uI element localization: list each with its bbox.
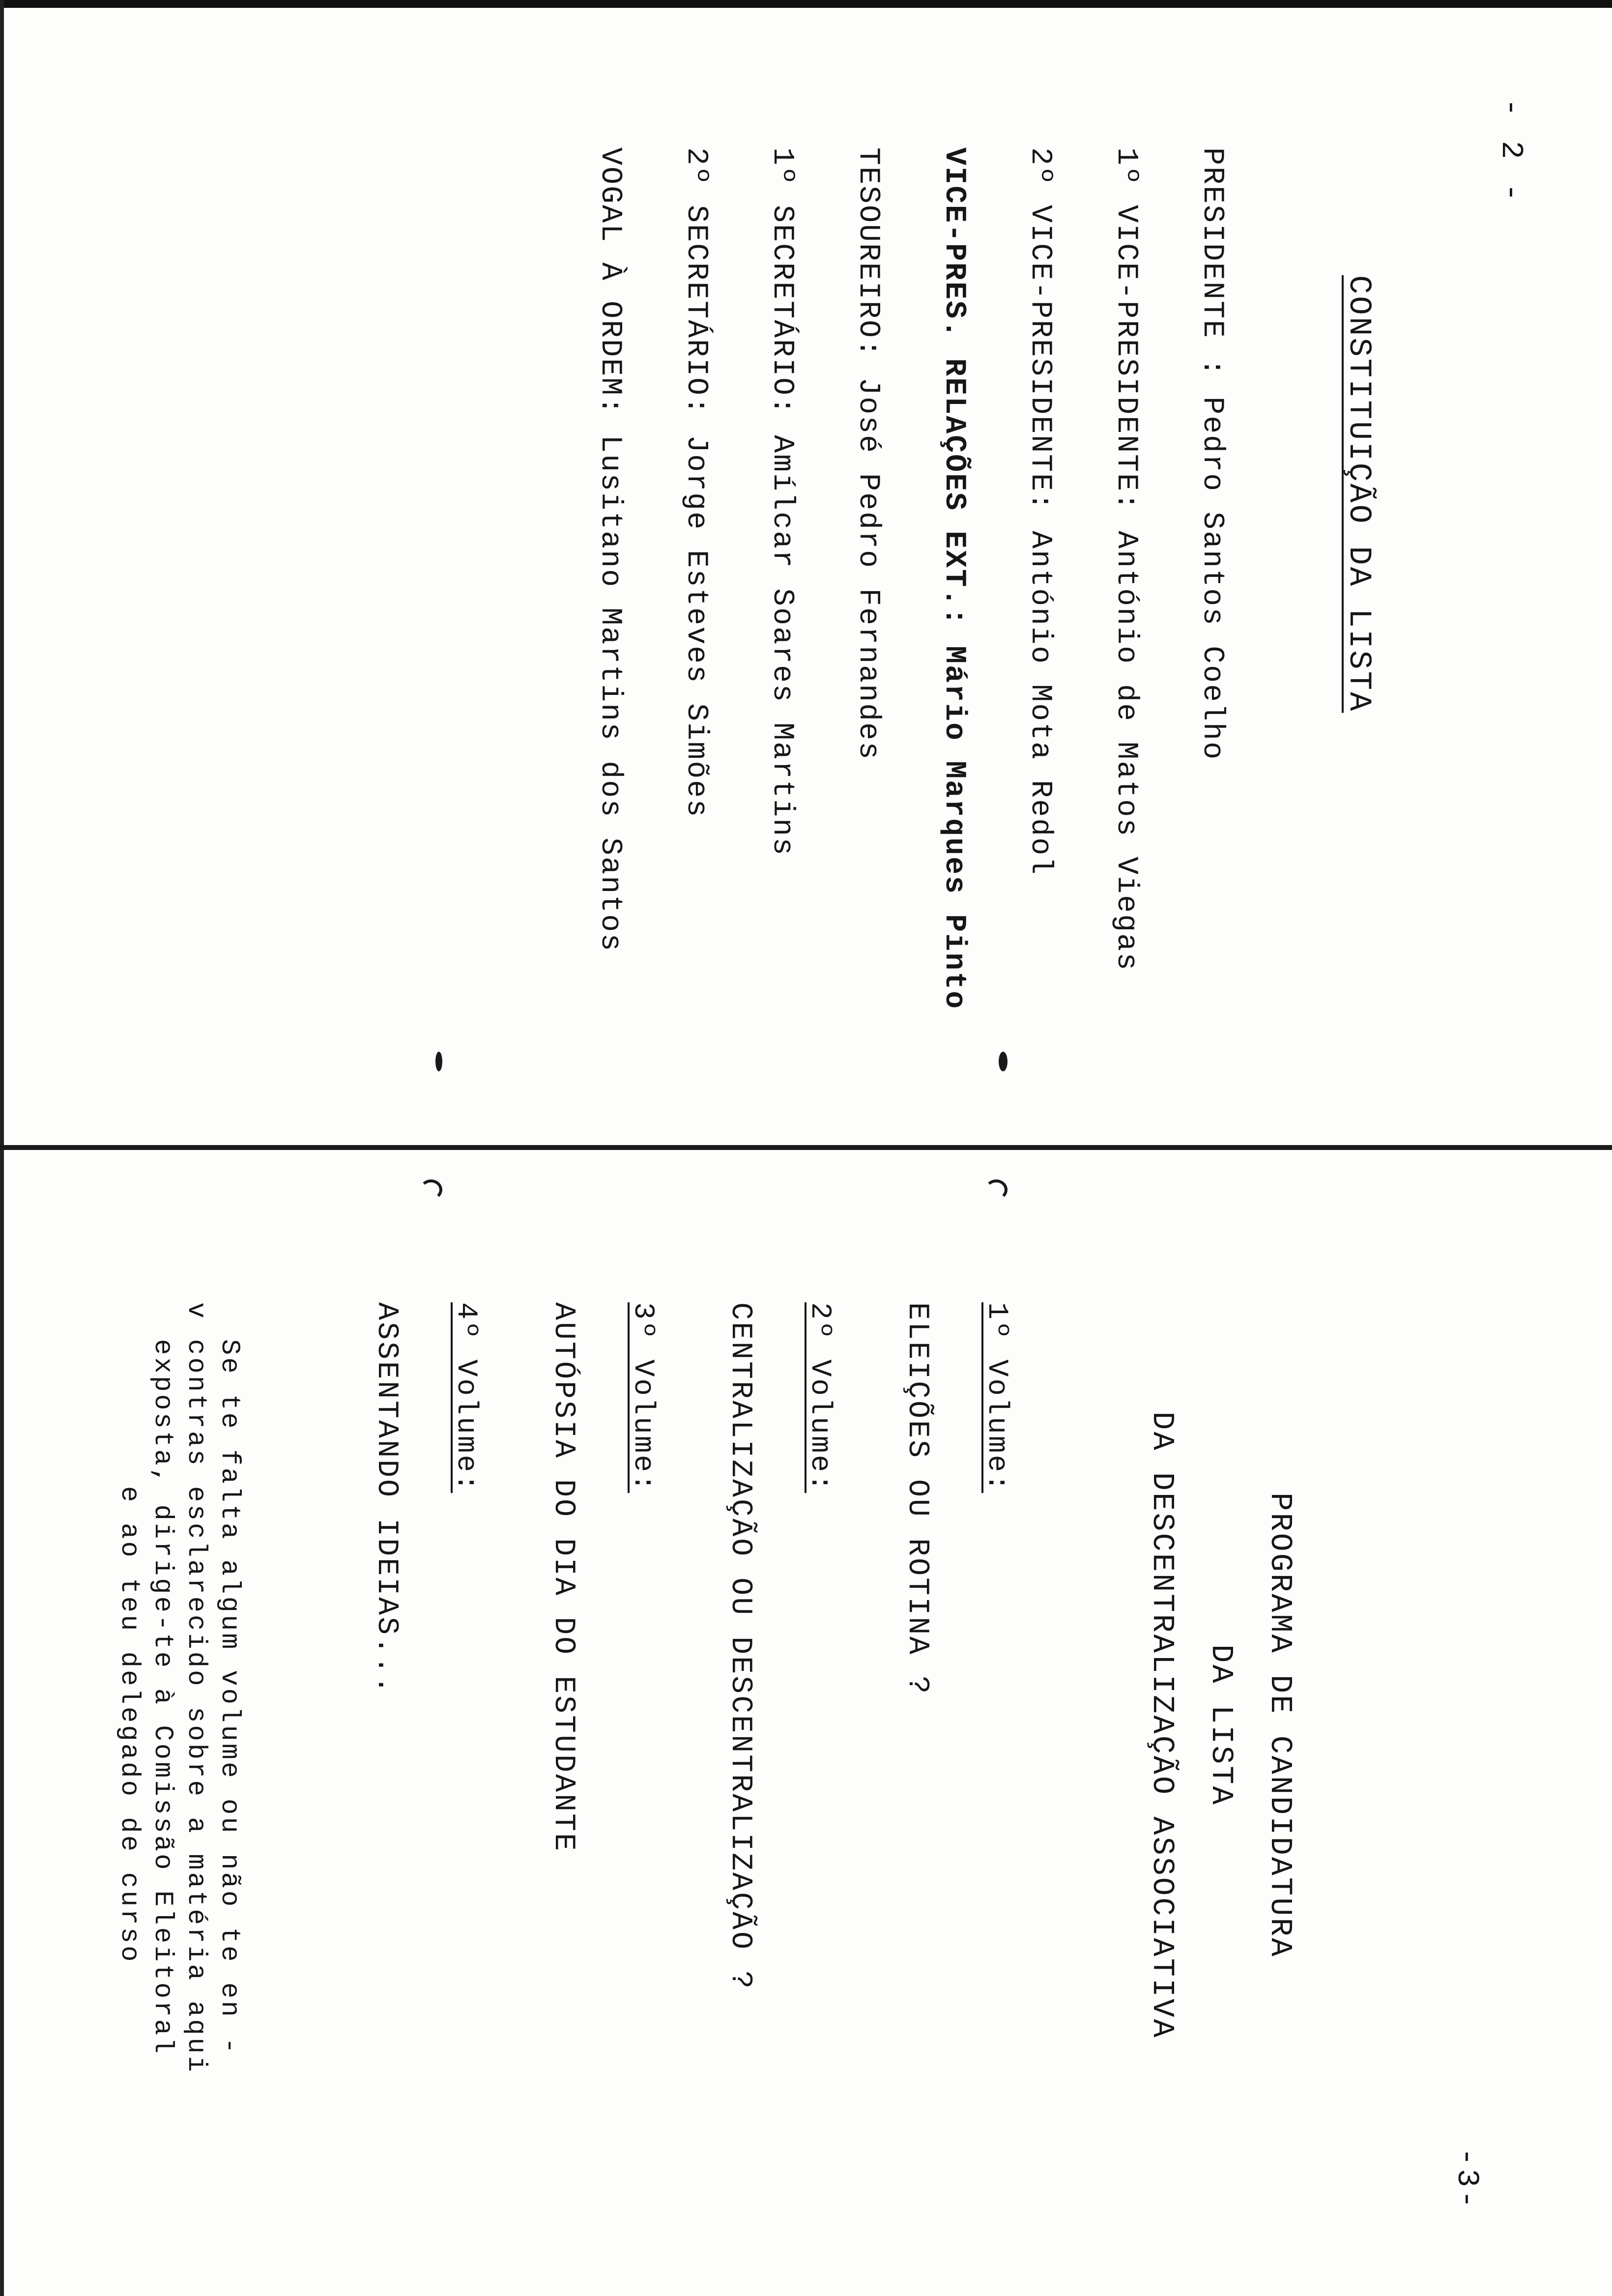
- scan-speck: [420, 1179, 442, 1200]
- program-title-line-1: PROGRAMA DE CANDIDATURA: [1263, 1492, 1297, 1958]
- member-vice-president-2: 2º VICE-PRESIDENTE: António Mota Redol: [1023, 147, 1057, 876]
- volume-3-title: AUTÓPSIA DO DIA DO ESTUDANTE: [547, 1302, 580, 1853]
- volume-1-title: ELEIÇÕES OU ROTINA ?: [900, 1302, 934, 1696]
- member-president: PRESIDENTE : Pedro Santos Coelho: [1195, 147, 1229, 761]
- volume-4-label: 4º Volume:: [450, 1302, 482, 1493]
- page-number-left: - 2 -: [1494, 98, 1528, 205]
- note-line-1: Se te falta algum volume ou não te en -: [214, 1302, 244, 2056]
- list-heading: CONSTITUIÇÃO DA LISTA: [1341, 275, 1376, 713]
- volume-4-title: ASSENTANDO IDEIAS...: [370, 1302, 403, 1696]
- program-title-line-2: DA LISTA: [1204, 1644, 1238, 1807]
- page-number-right: -3-: [1449, 2148, 1484, 2211]
- volume-3-label: 3º Volume:: [627, 1302, 659, 1493]
- member-treasurer: TESOUREIRO: José Pedro Fernandes: [851, 147, 885, 761]
- member-vogal: VOGAL À ORDEM: Lusitano Martins dos Santos: [593, 147, 627, 953]
- scan-speck: [999, 1052, 1008, 1071]
- volume-2-title: CENTRALIZAÇÃO OU DESCENTRALIZAÇÃO ?: [723, 1302, 757, 1991]
- note-line-4: e ao teu delegado de curso: [114, 1302, 144, 1964]
- member-vice-president-1: 1º VICE-PRESIDENTE: António de Matos Viegas: [1109, 147, 1143, 972]
- scan-speck: [435, 1052, 442, 1071]
- left-page: [0, 0, 1612, 1140]
- note-line-2: v contras esclarecido sobre a matéria aqui: [181, 1302, 211, 2075]
- program-title-line-3: DA DESCENTRALIZAÇÃO ASSOCIATIVA: [1145, 1411, 1180, 2039]
- right-page: [0, 1155, 1612, 2296]
- member-secretary-2: 2º SECRETÁRIO: Jorge Esteves Simões: [679, 147, 713, 819]
- scan-speck: [985, 1179, 1008, 1200]
- volume-1-label: 1º Volume:: [980, 1302, 1012, 1493]
- member-vice-president-ext: VICE-PRES. RELAÇÕES EXT.: Mário Marques Pinto: [937, 147, 971, 1010]
- member-secretary-1: 1º SECRETÁRIO: Amílcar Soares Martins: [765, 147, 799, 857]
- volume-2-label: 2º Volume:: [804, 1302, 835, 1493]
- note-line-3: exposta, dirige-te à Comissão Eleitoral: [147, 1302, 177, 2056]
